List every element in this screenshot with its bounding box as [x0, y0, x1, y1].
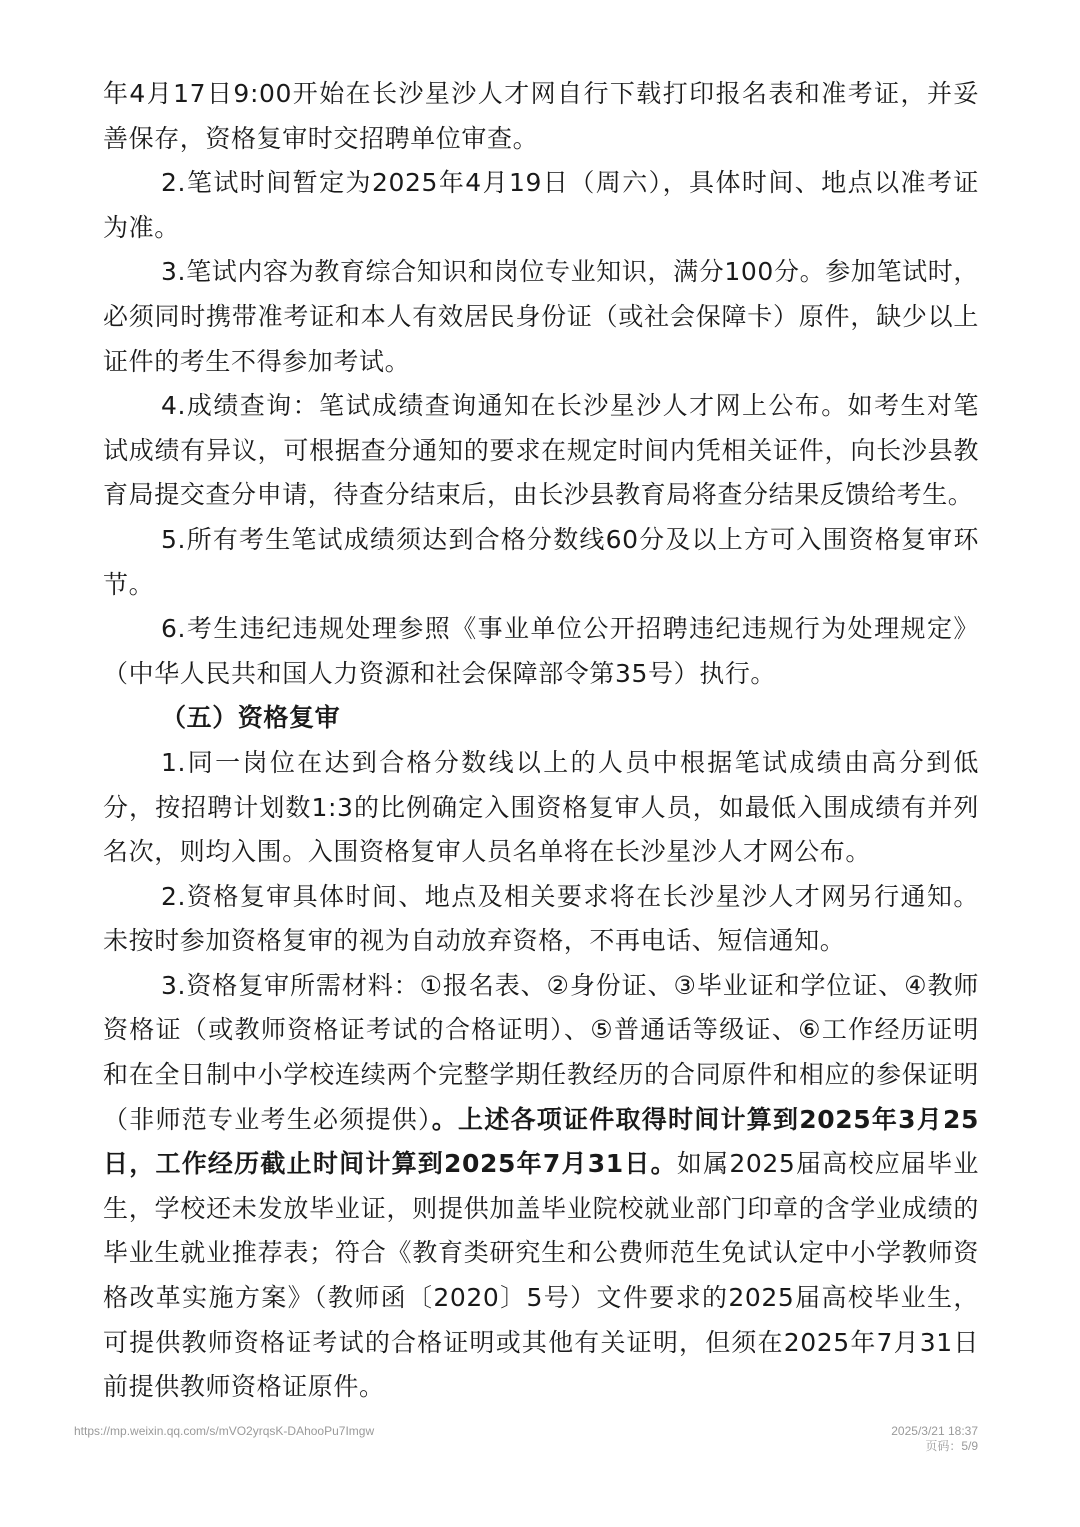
paragraph-score-query: 4.成绩查询：笔试成绩查询通知在长沙星沙人才网上公布。如考生对笔试成绩有异议，可根据查分通知的要求在规定时间内凭相关证件，向长沙县教育局提交查分申请，待查分结束后，由长沙县教育局将查分结果反馈给考生。	[103, 391, 979, 510]
paragraph-pass-line: 5.所有考生笔试成绩须达到合格分数线60分及以上方可入围资格复审环节。	[103, 524, 979, 599]
footer-meta	[891, 1424, 978, 1454]
footer-page-number: 页码：5/9	[925, 1439, 978, 1453]
paragraph-review-materials	[103, 964, 979, 1410]
footer-datetime: 2025/3/21 18:37	[891, 1424, 978, 1438]
footer-url: https://mp.weixin.qq.com/s/mVO2yrqsK-DAhooPu7Imgw	[74, 1424, 375, 1438]
materials-list-text: 3.资格复审所需材料：①报名表、②身份证、③毕业证和学位证、④教师资格证（或教师资格证考试的合格证明）、⑤普通话等级证、⑥工作经历证明和在全日制中小学校连续两个完整学期任教经历的合同原件和相应的参保证明（非师范专业考生必须提供）	[103, 970, 979, 1134]
document-body	[103, 72, 979, 1410]
paragraph-review-notice: 2.资格复审具体时间、地点及相关要求将在长沙星沙人才网另行通知。未按时参加资格复审的视为自动放弃资格，不再电话、短信通知。	[103, 881, 979, 956]
paragraph-continuation: 年4月17日9:00开始在长沙星沙人才网自行下载打印报名表和准考证，并妥善保存，资格复审时交招聘单位审查。	[103, 79, 979, 153]
materials-deadline-bold: 。上述各项证件取得时间计算到2025年3月25日，工作经历截止时间计算到2025年7月31日。	[103, 1104, 979, 1179]
paragraph-exam-content: 3.笔试内容为教育综合知识和岗位专业知识，满分100分。参加笔试时，必须同时携带准考证和本人有效居民身份证（或社会保障卡）原件，缺少以上证件的考生不得参加考试。	[103, 257, 979, 376]
paragraph-violation-rules: 6.考生违纪违规处理参照《事业单位公开招聘违纪违规行为处理规定》（中华人民共和国人力资源和社会保障部令第35号）执行。	[103, 614, 979, 688]
paragraph-exam-time: 2.笔试时间暂定为2025年4月19日（周六），具体时间、地点以准考证为准。	[103, 168, 979, 242]
paragraph-review-ratio: 1.同一岗位在达到合格分数线以上的人员中根据笔试成绩由高分到低分，按招聘计划数1:3的比例确定入围资格复审人员，如最低入围成绩有并列名次，则均入围。入围资格复审人员名单将在长沙星沙人才网公布。	[103, 747, 979, 867]
materials-graduate-text: 如属2025届高校应届毕业生，学校还未发放毕业证，则提供加盖毕业院校就业部门印章的含学业成绩的毕业生就业推荐表；符合《教育类研究生和公费师范生免试认定中小学教师资格改革实施方案》（教师函〔2020〕5号）文件要求的2025届高校毕业生，可提供教师资格证考试的合格证明或其他有关证明，但须在2025年7月31日前提供教师资格证原件。	[103, 1149, 979, 1402]
section-heading: （五）资格复审	[161, 703, 341, 733]
